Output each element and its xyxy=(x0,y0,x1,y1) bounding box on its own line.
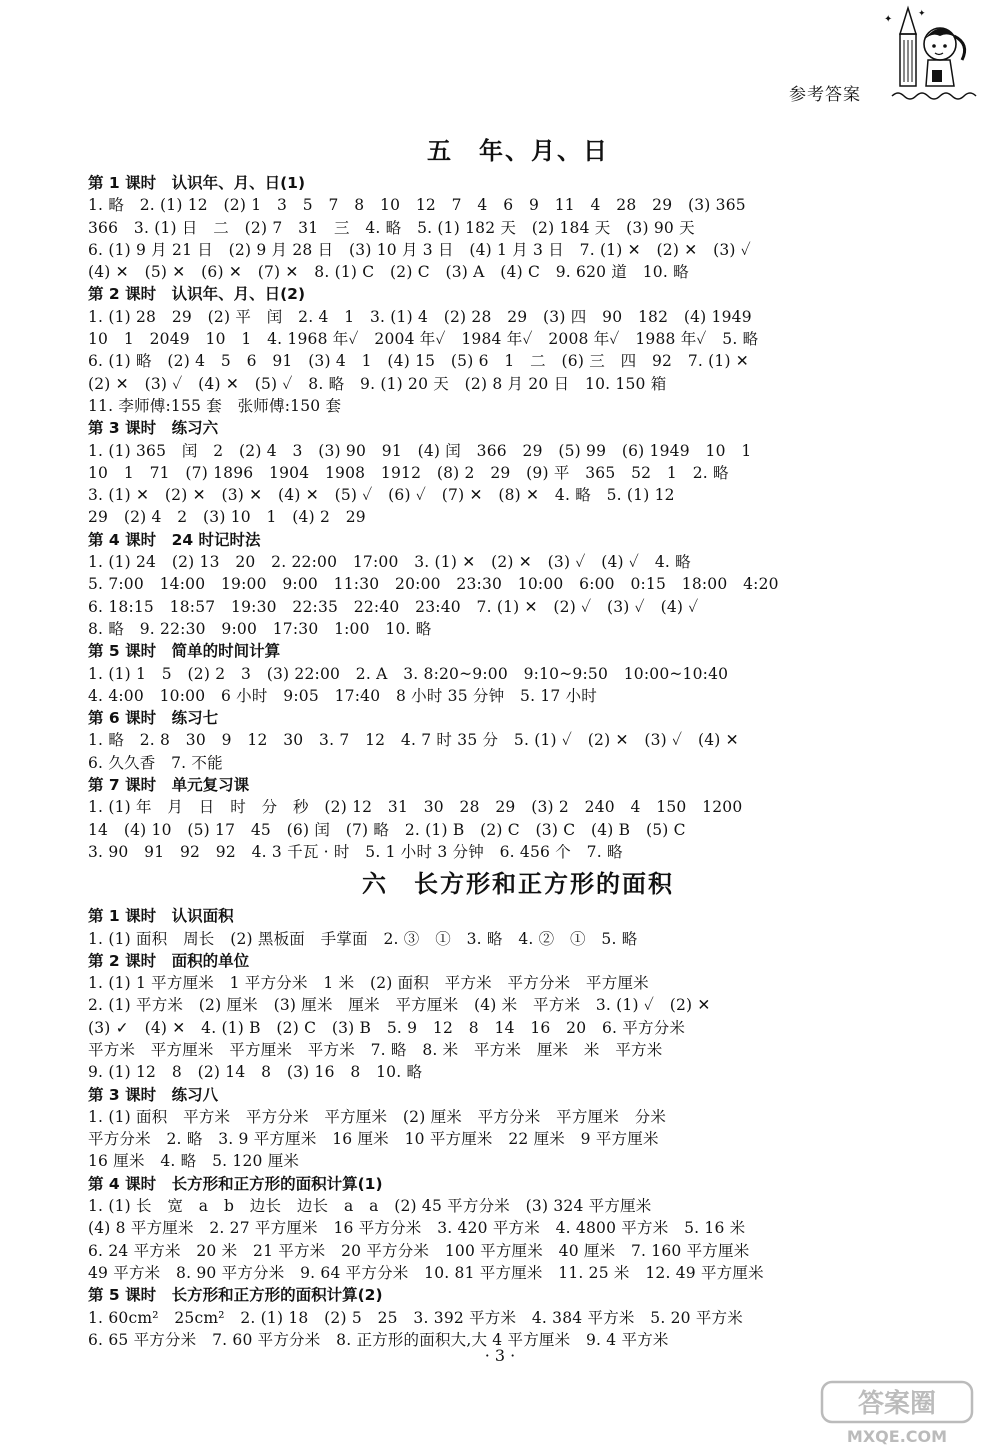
watermark-logo-icon xyxy=(820,1380,980,1446)
answer-line: 9. (1) 12 8 (2) 14 8 (3) 16 8 10. 略 xyxy=(88,1063,423,1082)
answer-line: 6. 久久香 7. 不能 xyxy=(88,753,223,772)
answer-line: 14 (4) 10 (5) 17 45 (6) 闰 (7) 略 2. (1) B (2) C (3) C (4) B (5) C xyxy=(88,820,686,839)
lesson-block xyxy=(88,1084,948,1173)
answer-line: 2. (1) 平方米 (2) 厘米 (3) 厘米 厘米 平方厘米 (4) 米 平方米 3. (1) ✓ (2) ✕ xyxy=(88,996,711,1015)
answer-line: 1. 略 2. (1) 12 (2) 1 3 5 7 8 10 12 7 4 6 9 11 4 28 29 (3) 365 xyxy=(88,196,746,215)
lesson-block xyxy=(88,417,948,528)
answer-line: 平方米 平方厘米 平方厘米 平方米 7. 略 8. 米 平方米 厘米 米 平方米 xyxy=(88,1040,663,1059)
answer-line: 1. (1) 24 (2) 13 20 2. 22:00 17:00 3. (1) ✕ (2) ✕ (3) ✓ (4) ✓ 4. 略 xyxy=(88,553,691,572)
lesson-block xyxy=(88,774,948,863)
answer-line: 1. (1) 1 5 (2) 2 3 (3) 22:00 2. A 3. 8:20~9:00 9:10~9:50 10:00~10:40 xyxy=(88,664,729,683)
header-label: 参考答案 xyxy=(789,85,861,105)
section-title: 六 长方形和正方形的面积 xyxy=(362,870,674,899)
answer-line: 1. (1) 长 宽 a b 边长 边长 a a (2) 45 平方分米 (3) 324 平方厘米 xyxy=(88,1197,652,1216)
lesson-title: 第 3 课时 练习八 xyxy=(88,1085,219,1104)
section-5 xyxy=(88,134,948,863)
answer-line: 6. 24 平方米 20 米 21 平方米 20 平方分米 100 平方厘米 40 厘米 7. 160 平方厘米 xyxy=(88,1241,750,1260)
cartoon-girl-pencil-icon xyxy=(878,4,988,104)
answer-line: 3. 90 91 92 92 4. 3 千瓦 · 时 5. 1 小时 3 分钟 6. 456 个 7. 略 xyxy=(88,842,623,861)
lesson-block xyxy=(88,283,948,417)
lesson-title: 第 4 课时 长方形和正方形的面积计算(1) xyxy=(88,1174,383,1193)
lesson-title: 第 6 课时 练习七 xyxy=(88,709,219,728)
lesson-block xyxy=(88,1173,948,1284)
lesson-block xyxy=(88,172,948,283)
answer-line: 1. (1) 年 月 日 时 分 秒 (2) 12 31 30 28 29 (3) 2 240 4 150 1200 xyxy=(88,798,743,817)
answer-line: 平方分米 2. 略 3. 9 平方厘米 16 厘米 10 平方厘米 22 厘米 9 平方厘米 xyxy=(88,1130,659,1149)
answer-line: 6. (1) 略 (2) 4 5 6 91 (3) 4 1 (4) 15 (5) 6 1 二 (6) 三 四 92 7. (1) ✕ xyxy=(88,352,749,371)
lesson-title: 第 7 课时 单元复习课 xyxy=(88,776,250,795)
lesson-block xyxy=(88,950,948,1084)
section-6 xyxy=(88,867,948,1351)
answer-content xyxy=(88,130,948,1351)
section-title: 五 年、月、日 xyxy=(427,137,609,165)
lesson-title: 第 5 课时 长方形和正方形的面积计算(2) xyxy=(88,1286,383,1305)
answer-line: 1. 60cm² 25cm² 2. (1) 18 (2) 5 25 3. 392 平方米 4. 384 平方米 5. 20 平方米 xyxy=(88,1308,743,1327)
page-header xyxy=(0,0,1000,110)
answer-line: 1. (1) 面积 周长 (2) 黑板面 手掌面 2. ③ ① 3. 略 4. ② ① 5. 略 xyxy=(88,929,638,948)
answer-line: 6. 65 平方分米 7. 60 平方分米 8. 正方形的面积大,大 4 平方厘米 9. 4 平方米 xyxy=(88,1330,669,1349)
lesson-title: 第 3 课时 练习六 xyxy=(88,419,219,438)
answer-line: 49 平方米 8. 90 平方分米 9. 64 平方分米 10. 81 平方厘米 11. 25 米 12. 49 平方厘米 xyxy=(88,1263,764,1282)
page-number: · 3 · xyxy=(484,1346,516,1365)
lesson-block xyxy=(88,1284,948,1351)
answer-line: 5. 7:00 14:00 19:00 9:00 11:30 20:00 23:30 10:00 6:00 0:15 18:00 4:20 xyxy=(88,575,779,594)
answer-line: 10 1 2049 10 1 4. 1968 年✓ 2004 年✓ 1984 年✓ 2008 年✓ 1988 年✓ 5. 略 xyxy=(88,330,759,349)
answer-line: 6. 18:15 18:57 19:30 22:35 22:40 23:40 7. (1) ✕ (2) ✓ (3) ✓ (4) ✓ xyxy=(88,597,699,616)
lesson-block xyxy=(88,529,948,640)
answer-line: (4) 8 平方厘米 2. 27 平方厘米 16 平方分米 3. 420 平方米 4. 4800 平方米 5. 16 米 xyxy=(88,1219,746,1238)
answer-line: 4. 4:00 10:00 6 小时 9:05 17:40 8 小时 35 分钟 5. 17 小时 xyxy=(88,686,597,705)
watermark-text: 答案圈 xyxy=(857,1389,937,1419)
answer-line: 6. (1) 9 月 21 日 (2) 9 月 28 日 (3) 10 月 3 日 (4) 1 月 3 日 7. (1) ✕ (2) ✕ (3) ✓ xyxy=(88,240,751,259)
answer-line: (3) ✓ (4) ✕ 4. (1) B (2) C (3) B 5. 9 12 8 14 16 20 6. 平方分米 xyxy=(88,1018,686,1037)
answer-line: 8. 略 9. 22:30 9:00 17:30 1:00 10. 略 xyxy=(88,619,432,638)
answer-line: 10 1 71 (7) 1896 1904 1908 1912 (8) 2 29 (9) 平 365 52 1 2. 略 xyxy=(88,463,729,482)
watermark-url: MXQE.COM xyxy=(846,1427,948,1446)
lesson-block xyxy=(88,905,948,950)
svg-text:✦: ✦ xyxy=(918,9,926,19)
answer-line: 366 3. (1) 日 二 (2) 7 31 三 4. 略 5. (1) 182 天 (2) 184 天 (3) 90 天 xyxy=(88,218,695,237)
answer-line: 1. (1) 28 29 (2) 平 闰 2. 4 1 3. (1) 4 (2) 28 29 (3) 四 90 182 (4) 1949 xyxy=(88,307,752,326)
lesson-title: 第 4 课时 24 时记时法 xyxy=(88,530,261,549)
answer-line: 1. (1) 1 平方厘米 1 平方分米 1 米 (2) 面积 平方米 平方分米 平方厘米 xyxy=(88,974,649,993)
answer-line: 11. 李师傅:155 套 张师傅:150 套 xyxy=(88,396,342,415)
svg-text:✦: ✦ xyxy=(884,14,893,25)
lesson-title: 第 2 课时 面积的单位 xyxy=(88,951,250,970)
answer-line: (2) ✕ (3) ✓ (4) ✕ (5) ✓ 8. 略 9. (1) 20 天 (2) 8 月 20 日 10. 150 箱 xyxy=(88,374,667,393)
answer-line: (4) ✕ (5) ✕ (6) ✕ (7) ✕ 8. (1) C (2) C (3) A (4) C 9. 620 道 10. 略 xyxy=(88,263,689,282)
lesson-title: 第 2 课时 认识年、月、日(2) xyxy=(88,285,306,304)
answer-line: 29 (2) 4 2 (3) 10 1 (4) 2 29 xyxy=(88,508,366,527)
answer-line: 1. 略 2. 8 30 9 12 30 3. 7 12 4. 7 时 35 分 5. (1) ✓ (2) ✕ (3) ✓ (4) ✕ xyxy=(88,731,739,750)
lesson-title: 第 1 课时 认识年、月、日(1) xyxy=(88,174,306,192)
lesson-title: 第 5 课时 简单的时间计算 xyxy=(88,642,281,661)
lesson-title: 第 1 课时 认识面积 xyxy=(88,907,234,926)
answer-line: 16 厘米 4. 略 5. 120 厘米 xyxy=(88,1152,300,1171)
answer-line: 3. (1) ✕ (2) ✕ (3) ✕ (4) ✕ (5) ✓ (6) ✓ (7) ✕ (8) ✕ 4. 略 5. (1) 12 xyxy=(88,486,675,505)
answer-line: 1. (1) 面积 平方米 平方分米 平方厘米 (2) 厘米 平方分米 平方厘米 分米 xyxy=(88,1107,667,1126)
lesson-block xyxy=(88,640,948,707)
answer-line: 1. (1) 365 闰 2 (2) 4 3 (3) 90 91 (4) 闰 366 29 (5) 99 (6) 1949 10 1 xyxy=(88,441,752,460)
lesson-block xyxy=(88,707,948,774)
